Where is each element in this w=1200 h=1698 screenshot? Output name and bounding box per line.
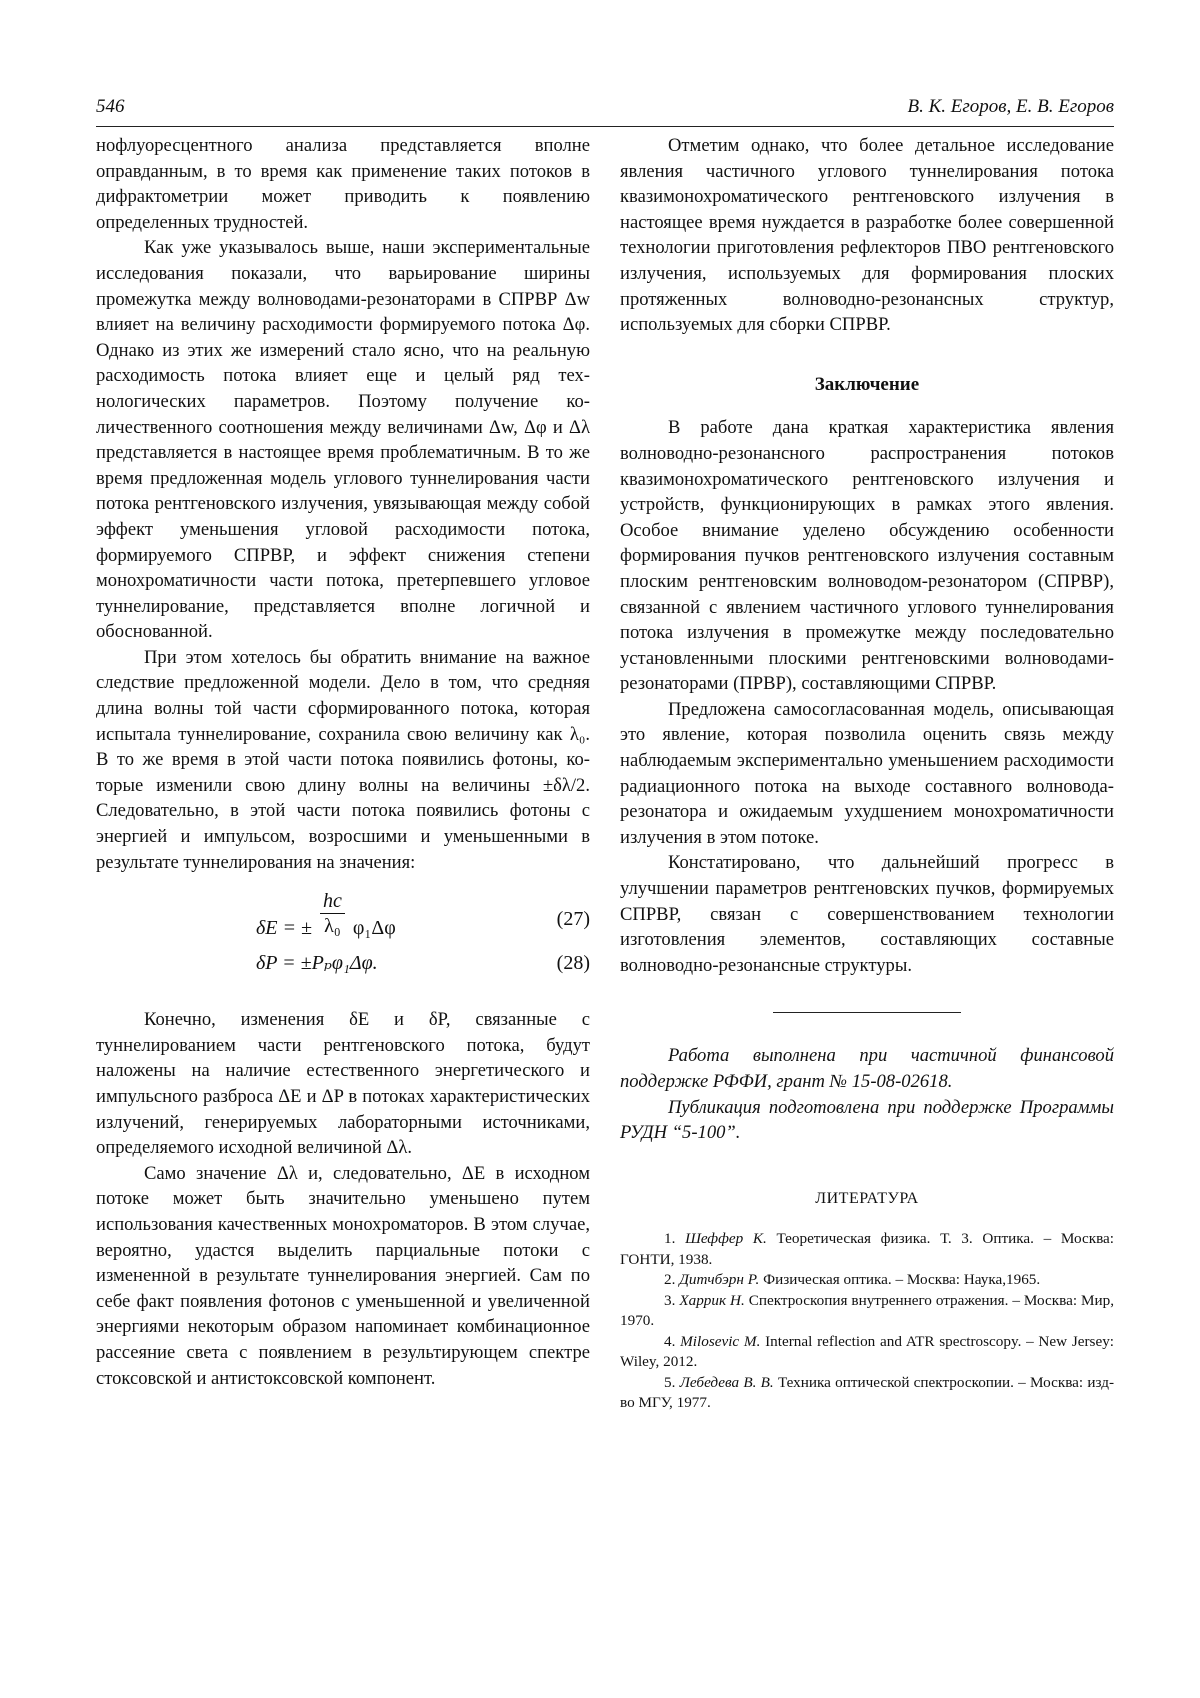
equation-27-expression: [256, 889, 396, 945]
paragraph: Как уже указывалось выше, наши экспериментальные исследования показали, что варьирование ширины промежутка между волноводами-резонаторами в СПРВР Δw влияет на величину расходимости формируемого потока Δφ. Однако из этих же измерений стало ясно, что на реальную расходимость потока влияет еще и целый ряд технологических параметров. Поэтому получение количественного соотношения между величинами Δw, Δφ и Δλ представляется в настоящее время проблематичным. В то же время предложенная модель углового туннелирования части потока рентгеновского излучения, увязывающая между собой эффект уменьшения угловой расходимости потока, формируемого СПРВР, и эффект снижения степени монохроматичности части потока, претерпевшего угловое туннелирование, представляется вполне логичной и обоснованной.: [96, 237, 590, 643]
eq27-lhs: δE = ±: [256, 917, 312, 940]
equation-27: [96, 889, 590, 945]
reference-item: [620, 1373, 1114, 1414]
reference-number: 3.: [664, 1291, 676, 1309]
eq27-rhs: φ₁Δφ: [352, 917, 396, 940]
references-list: [620, 1229, 1114, 1414]
paragraph: Констатировано, что дальнейший прогресс в улучшении параметров рентгеновских пучков, формируемых СПРВР, связан с совершенствованием технологии изготовления элементов, составляющих составные волноводно-резонансные структуры.: [620, 852, 1114, 976]
equation-28-expression: δP = ±Pₚφ₁Δφ.: [256, 952, 378, 975]
paragraph: Само значение Δλ и, следовательно, ΔE в исходном потоке может быть значительно уменьшено путем использования качественных монохроматоров. В этом случае, вероятно, удастся выделить парциальные потоки с измененной в результате туннелирования энергией. Сам по себе факт появления фотонов с уменьшенной и увеличенной энергиями некоторым образом напоминает комбинационное рассеяние света с появлением в результирующем спектре стоксовской и антистоксовской компонент.: [96, 1162, 590, 1389]
reference-author: Лебедева В. В.: [679, 1373, 774, 1391]
acknowledgement-grant: Работа выполнена при частичной финансовой поддержке РФФИ, грант № 15-08-02618.: [620, 1045, 1114, 1092]
reference-item: [620, 1332, 1114, 1373]
paragraph: нофлуоресцентного анализа представляется вполне оправданным, в то время как применение таких потоков в дифрактометрии может приводить к появлению определенных трудностей.: [96, 135, 590, 233]
separator-rule: [773, 1012, 961, 1013]
page-number: 546: [96, 96, 125, 117]
eq27-denominator: λ₀: [324, 915, 341, 938]
acknowledgement-program: Публикация подготовлена при поддержке Программы РУДН “5-100”.: [620, 1096, 1114, 1144]
conclusion-heading: Заключение: [814, 373, 920, 395]
left-column: [96, 133, 590, 1391]
paragraph: При этом хотелось бы обратить внимание на важное следствие предложенной модели. Дело в том, что средняя длина волны той части сформированного потока, которая испытала туннелирование, сохранила свою величину как λ₀. В то же время в этой части потока появились фотоны, которые изменили свою длину волны на величины ±δλ/2. Следовательно, в этой части потока появились фотоны с энергией и импульсом, возросшими и уменьшенными в результате туннелирования на значения:: [96, 646, 590, 873]
equation-number: (28): [556, 952, 590, 975]
reference-text: Спектроскопия внутреннего отражения. – Москва: Мир, 1970.: [620, 1291, 1114, 1330]
references-heading: ЛИТЕРАТУРА: [815, 1189, 919, 1207]
running-header: [96, 92, 1114, 127]
reference-item: [620, 1229, 1114, 1270]
reference-author: Харрик Н.: [679, 1291, 745, 1309]
reference-text: Техника оптической спектроскопии. – Москва: изд-во МГУ, 1977.: [620, 1373, 1114, 1412]
reference-text: Теоретическая физика. Т. 3. Оптика. – Москва: ГОНТИ, 1938.: [620, 1230, 1115, 1268]
equation-28: [96, 945, 590, 985]
paragraph: В работе дана краткая характеристика явления волноводно-резонансного распространения потоков квазимонохроматического рентгеновского излучения и устройств, функционирующих в рамках этого явления. Особое внимание уделено обсуждению особенности формирования пучков рентгеновского излучения составным плоским рентгеновским волноводом-резонатором (СПРВР), связанной с явлением частичного углового туннелирования потока излучения в промежутке между последовательно установленными плоскими рентгеновскими волноводами-резонаторами (ПРВР), составляющими СПРВР.: [620, 417, 1114, 695]
reference-author: Дитчбэрн Р.: [679, 1271, 760, 1289]
reference-text: Internal reflection and ATR spectroscopy. – New Jersey: Wiley, 2012.: [620, 1332, 1115, 1371]
reference-author: Milosevic M.: [680, 1332, 761, 1350]
right-column: [620, 133, 1114, 1414]
paragraph: Отметим однако, что более детальное исследование явления частичного углового туннелирования потока квазимонохроматического рентгеновского излучения в настоящее время нуждается в разработке более совершенной технологии приготовления рефлекторов ПВО рентгеновского излучения, используемых для формирования плоских протяженных волноводно-резонансных структур, используемых для сборки СПРВР.: [620, 135, 1114, 336]
eq27-numerator: hc: [320, 889, 345, 914]
reference-number: 2.: [664, 1271, 676, 1289]
reference-number: 1.: [664, 1230, 676, 1248]
reference-text: Физическая оптика. – Москва: Наука,1965.: [763, 1271, 1041, 1289]
running-authors: В. К. Егоров, Е. В. Егоров: [907, 96, 1114, 117]
reference-author: Шеффер К.: [685, 1230, 767, 1248]
acknowledgement: [620, 1043, 1114, 1145]
equation-number: (27): [556, 908, 590, 931]
eq27-fraction: [320, 889, 345, 938]
paragraph: Конечно, изменения δE и δP, связанные с туннелированием части рентгеновского потока, будут наложены на наличие естественного энергетического и импульсного разброса ΔE и ΔP в потоках характеристических излучений, генерируемых лабораторными источниками, определяемого исходной величиной Δλ.: [96, 1009, 590, 1159]
reference-number: 5.: [664, 1373, 676, 1391]
paragraph: Предложена самосогласованная модель, описывающая это явление, которая позволила оценить связь между наблюдаемым экспериментально уменьшением расходимости радиационного потока на выходе составного волновода-резонатора и ожидаемым ухудшением монохроматичности излучения в этом потоке.: [620, 698, 1114, 848]
reference-item: [620, 1291, 1114, 1332]
reference-item: [620, 1270, 1114, 1291]
reference-number: 4.: [664, 1332, 676, 1350]
